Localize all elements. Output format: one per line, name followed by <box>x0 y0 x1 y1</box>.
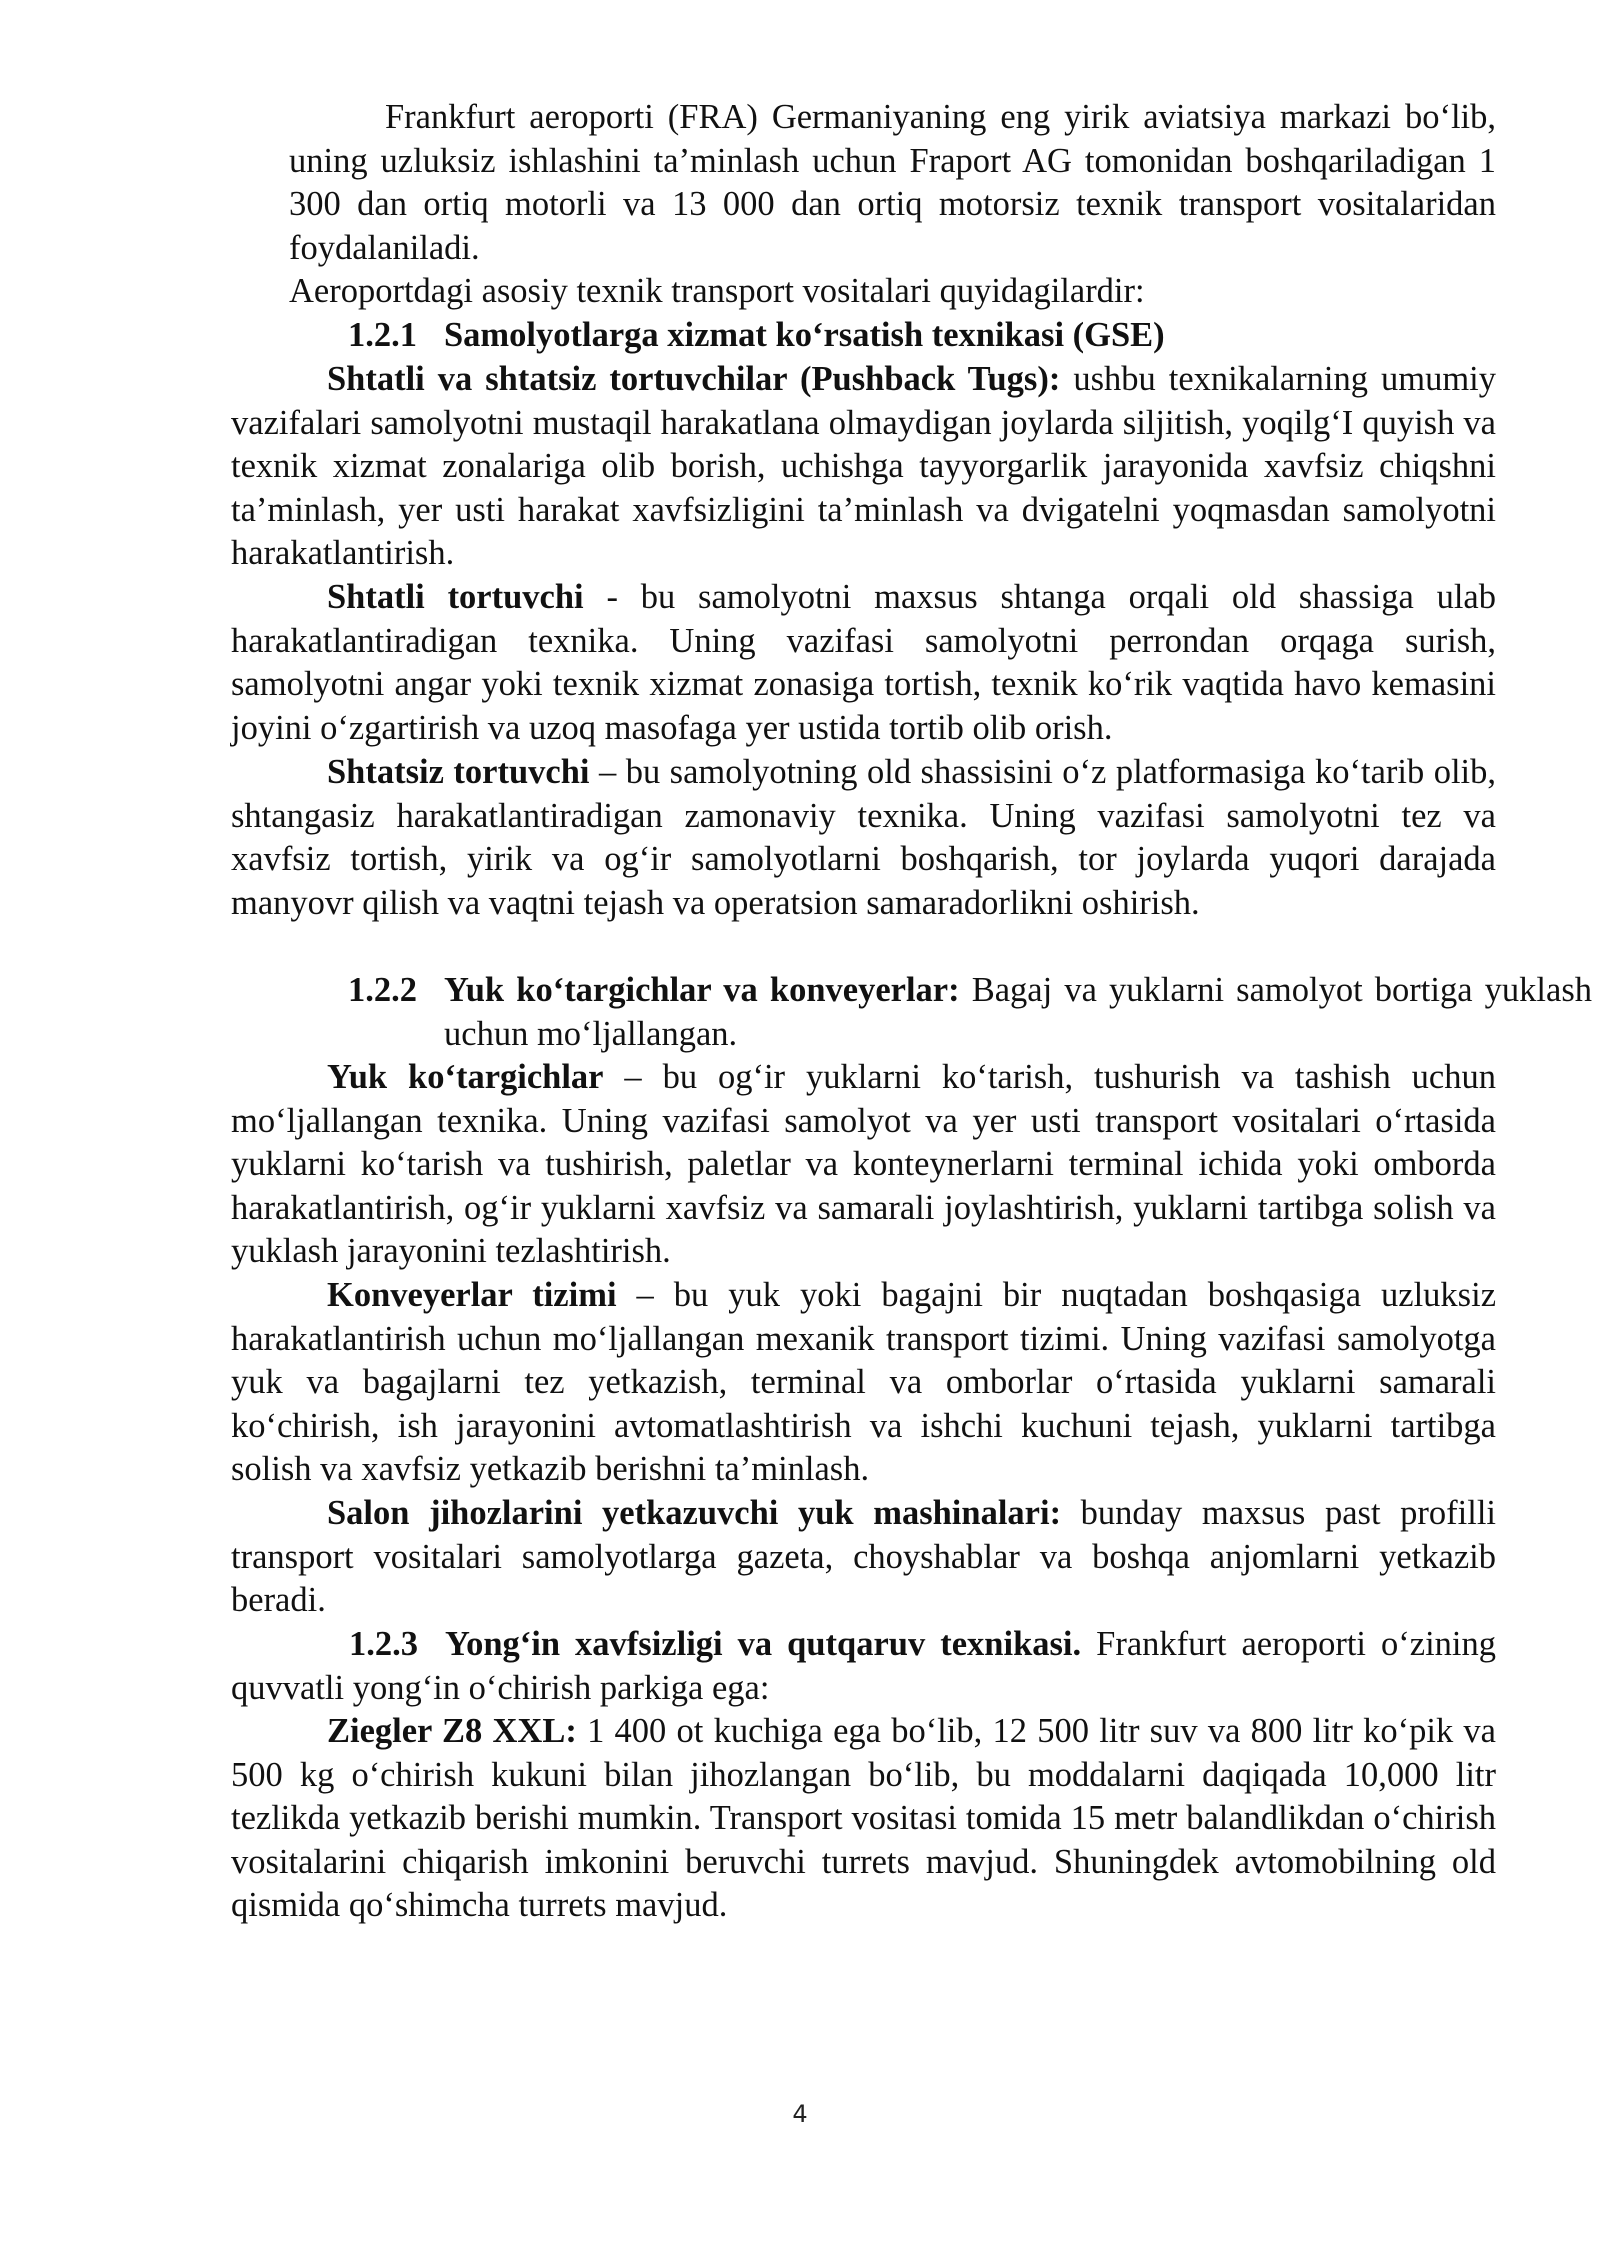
catering-term: Salon jihozlarini yetkazuvchi yuk mashinalari: <box>327 1494 1062 1532</box>
towbarless-term: Shtatsiz tortuvchi <box>327 753 590 791</box>
lifters-text: – bu og‘ir yuklarni ko‘tarish, tushurish va tashish uchun mo‘ljallangan texnika. Uning vazifasi samolyot va yer usti transport vositalari o‘rtasida yuklarni ko‘tarish va tushirish, paletlar va konteynerlarni terminal ichida yoki omborda harakatlantirish, og‘ir yuklarni xavfsiz va samarali joylashtirish, yuklarni tartibga solish va yuklash jarayonini tezlashtirish. <box>231 1058 1496 1271</box>
catering-paragraph <box>231 1492 1496 1623</box>
conveyors-text: – bu yuk yoki bagajni bir nuqtadan boshqasiga uzluksiz harakatlantirish uchun mo‘ljallangan mexanik transport tizimi. Uning vazifasi samolyotga yuk va bagajlarni tez yetkazish, terminal va omborlar o‘rtasida yuklarni samarali ko‘chirish, ish jarayonini avtomatlashtirish va ishchi kuchuni tejash, yuklarni tartibga solish va xavfsiz yetkazib berishni ta’minlash. <box>231 1276 1497 1489</box>
section-text: Frankfurt aeroporti o‘zining quvvatli yong‘in o‘chirish parkiga ega: <box>231 1625 1496 1707</box>
section-number: 1.2.2 <box>348 971 417 1009</box>
section-number: 1.2.1 <box>348 316 417 354</box>
towbarless-text: – bu samolyotning old shassisini o‘z platformasiga ko‘tarib olib, shtangasiz harakatlantiradigan zamonaviy texnika. Uning vazifasi samolyotni tez va xavfsiz tortish, yirik va og‘ir samolyotlarni boshqarish, tor joylarda yuqori darajada manyovr qilish va vaqtni tejash va operatsion samaradorlikni oshirish. <box>231 753 1496 922</box>
towbarless-paragraph <box>231 751 1496 925</box>
conveyors-paragraph <box>231 1274 1496 1492</box>
towbar-paragraph <box>231 576 1496 750</box>
list-lead-paragraph: Aeroportdagi asosiy texnik transport vositalari quyidagilardir: <box>289 272 1145 310</box>
conveyors-term: Konveyerlar tizimi <box>327 1276 617 1314</box>
catering-text: bunday maxsus past profilli transport vositalari samolyotlarga gazeta, choyshablar va boshqa anjomlarni yetkazib beradi. <box>231 1494 1496 1620</box>
section-number: 1.2.3 <box>349 1625 418 1663</box>
section-title: Yuk ko‘targichlar va konveyerlar: <box>444 971 960 1009</box>
tugs-term: Shtatli va shtatsiz tortuvchilar (Pushback Tugs): <box>327 360 1061 398</box>
tugs-text: ushbu texnikalarning umumiy vazifalari samolyotni mustaqil harakatlana olmaydigan joylarda siljitish, yoqilg‘I quyish va texnik xizmat zonalariga olib borish, uchishga tayyorgarlik jarayonida xavfsiz chiqshni ta’minlash, yer usti harakat xavfsizligini ta’minlash va dvigatelni yoqmasdan samolyotni harakatlantirish. <box>231 360 1497 573</box>
lifters-paragraph <box>231 1056 1496 1274</box>
section-1-2-2 <box>348 969 1592 1056</box>
section-title: Samolyotlarga xizmat ko‘rsatish texnikasi (GSE) <box>444 316 1165 354</box>
section-title: Yong‘in xavfsizligi va qutqaruv texnikasi. <box>445 1625 1082 1663</box>
tugs-paragraph <box>231 358 1496 576</box>
section-text: Bagaj va yuklarni samolyot bortiga yuklash uchun mo‘ljallangan. <box>444 971 1592 1053</box>
ziegler-term: Ziegler Z8 XXL: <box>327 1712 577 1750</box>
intro-paragraph: Frankfurt aeroporti (FRA) Germaniyaning eng yirik aviatsiya markazi bo‘lib, uning uzluksiz ishlashini ta’minlash uchun Fraport AG tomonidan boshqariladigan 1 300 dan ortiq motorli va 13 000 dan ortiq motorsiz texnik transport vositalaridan foydalaniladi. <box>289 98 1496 267</box>
section-1-2-3 <box>231 1623 1496 1710</box>
ziegler-paragraph <box>231 1710 1496 1928</box>
lifters-term: Yuk ko‘targichlar <box>327 1058 604 1096</box>
ziegler-text: 1 400 ot kuchiga ega bo‘lib, 12 500 litr suv va 800 litr ko‘pik va 500 kg o‘chirish kukuni bilan jihozlangan bo‘lib, bu moddalarni daqiqada 10,000 litr tezlikda yetkazib berishi mumkin. Transport vositasi tomida 15 metr balandlikdan o‘chirish vositalarini chiqarish imkonini beruvchi turrets mavjud. Shuningdek avtomobilning old qismida qo‘shimcha turrets mavjud. <box>231 1712 1496 1925</box>
towbar-text: - bu samolyotni maxsus shtanga orqali old shassiga ulab harakatlantiradigan texnika. Uning vazifasi samolyotni perrondan orqaga surish, samolyotni angar yoki texnik xizmat zonasiga tortish, texnik ko‘rik vaqtida havo kemasini joyini o‘zgartirish va uzoq masofaga yer ustida tortib olib orish. <box>231 578 1496 747</box>
section-heading-1-2-1 <box>348 314 1165 358</box>
towbar-term: Shtatli tortuvchi <box>327 578 584 616</box>
page-number: 4 <box>792 2100 808 2128</box>
